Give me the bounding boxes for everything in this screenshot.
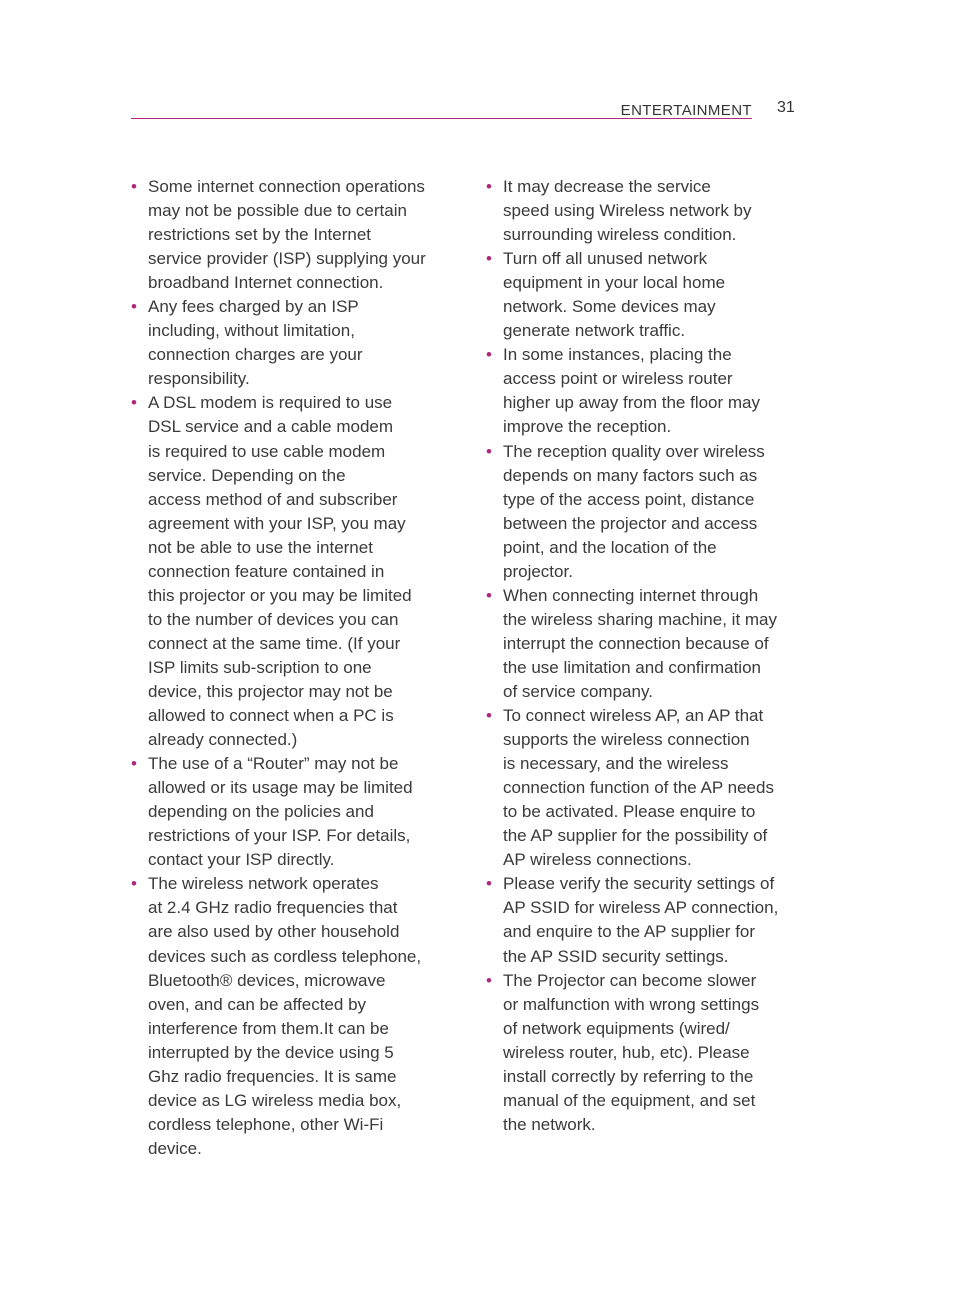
bullet-icon: • bbox=[486, 441, 492, 461]
bullet-item-line: device, this projector may not be bbox=[148, 681, 393, 701]
bullet-item-line: the wireless sharing machine, it may bbox=[503, 609, 778, 629]
bullet-item-line: may not be possible due to certain bbox=[148, 201, 407, 221]
bullet-item-line: AP wireless connections. bbox=[503, 850, 692, 870]
bullet-item-line: In some instances, placing the bbox=[503, 345, 732, 365]
bullet-item-line: at 2.4 GHz radio frequencies that bbox=[148, 898, 398, 918]
bullet-item bbox=[131, 175, 443, 295]
bullet-item-line: A DSL modem is required to use bbox=[148, 393, 393, 413]
bullet-item bbox=[131, 391, 443, 752]
bullet-item-line: manual of the equipment, and set bbox=[503, 1090, 756, 1110]
bullet-item-line: cordless telephone, other Wi-Fi bbox=[148, 1114, 384, 1134]
bullet-item-line: Please verify the security settings of bbox=[503, 874, 775, 894]
bullet-item-line: Some internet connection operations bbox=[148, 177, 425, 196]
bullet-item-line: service. Depending on the bbox=[148, 465, 346, 485]
bullet-icon: • bbox=[486, 249, 492, 269]
bullet-item-line: interrupted by the device using 5 bbox=[148, 1042, 394, 1062]
bullet-item bbox=[486, 969, 798, 1137]
bullet-item-line: ISP limits sub-scription to one bbox=[148, 657, 372, 677]
bullet-item-line: agreement with your ISP, you may bbox=[148, 513, 406, 533]
bullet-icon: • bbox=[486, 177, 492, 196]
bullet-item-line: not be able to use the internet bbox=[148, 537, 373, 557]
bullet-item-line: install correctly by referring to the bbox=[503, 1066, 754, 1086]
bullet-item-line: interference from them.It can be bbox=[148, 1018, 389, 1038]
bullet-item-line: allowed to connect when a PC is bbox=[148, 706, 394, 726]
bullet-item-line: device. bbox=[148, 1138, 202, 1158]
bullet-item-line: type of the access point, distance bbox=[503, 489, 755, 509]
bullet-item-line: connection feature contained in bbox=[148, 561, 385, 581]
bullet-item-line: Turn off all unused network bbox=[503, 249, 708, 269]
bullet-item bbox=[486, 440, 798, 584]
bullet-item-line: connect at the same time. (If your bbox=[148, 633, 401, 653]
bullet-item-line: service provider (ISP) supplying your bbox=[148, 249, 426, 269]
bullet-icon: • bbox=[486, 874, 492, 894]
bullet-item-line: network. Some devices may bbox=[503, 297, 716, 317]
bullet-item-line: Bluetooth® devices, microwave bbox=[148, 970, 386, 990]
bullet-item-line: depending on the policies and bbox=[148, 802, 374, 822]
bullet-item-line: The Projector can become slower bbox=[503, 970, 757, 990]
bullet-item bbox=[486, 175, 798, 247]
bullet-item-line: or malfunction with wrong settings bbox=[503, 994, 760, 1014]
bullet-item-line: generate network traffic. bbox=[503, 321, 686, 341]
bullet-item bbox=[486, 872, 798, 968]
bullet-item-line: speed using Wireless network by bbox=[503, 201, 752, 221]
bullet-icon: • bbox=[486, 706, 492, 726]
bullet-item-line: connection charges are your bbox=[148, 345, 363, 365]
bullet-item-line: and enquire to the AP supplier for bbox=[503, 922, 756, 942]
right-column bbox=[486, 175, 798, 1137]
bullet-item-line: higher up away from the floor may bbox=[503, 393, 761, 413]
bullet-item bbox=[486, 343, 798, 439]
bullet-item-line: contact your ISP directly. bbox=[148, 850, 335, 870]
bullet-item-line: interrupt the connection because of bbox=[503, 633, 769, 653]
bullet-item-line: point, and the location of the bbox=[503, 537, 717, 557]
bullet-icon: • bbox=[131, 874, 137, 894]
bullet-item-line: DSL service and a cable modem bbox=[148, 417, 394, 437]
bullet-item-line: connection function of the AP needs bbox=[503, 778, 774, 798]
bullet-icon: • bbox=[131, 754, 137, 774]
bullet-item-line: surrounding wireless condition. bbox=[503, 225, 737, 245]
bullet-item-line: When connecting internet through bbox=[503, 585, 759, 605]
bullet-icon: • bbox=[131, 393, 137, 413]
bullet-item-line: improve the reception. bbox=[503, 417, 672, 437]
bullet-item-line: this projector or you may be limited bbox=[148, 585, 412, 605]
bullet-item-line: the use limitation and confirmation bbox=[503, 657, 761, 677]
bullet-icon: • bbox=[131, 177, 137, 196]
bullet-item-line: to the number of devices you can bbox=[148, 609, 399, 629]
bullet-item-line: supports the wireless connection bbox=[503, 730, 750, 750]
bullet-item-line: to be activated. Please enquire to bbox=[503, 802, 756, 822]
bullet-icon: • bbox=[486, 345, 492, 365]
bullet-item bbox=[486, 584, 798, 704]
bullet-item-line: AP SSID for wireless AP connection, bbox=[503, 898, 779, 918]
bullet-item-line: including, without limitation, bbox=[148, 321, 355, 341]
bullet-item bbox=[131, 872, 443, 1161]
bullet-item-line: are also used by other household bbox=[148, 922, 400, 942]
bullet-item-line: responsibility. bbox=[148, 369, 250, 389]
bullet-item-line: The use of a “Router” may not be bbox=[148, 754, 399, 774]
bullet-item bbox=[486, 704, 798, 872]
bullet-item-line: depends on many factors such as bbox=[503, 465, 758, 485]
bullet-item-line: access method of and subscriber bbox=[148, 489, 398, 509]
bullet-item-line: wireless router, hub, etc). Please bbox=[503, 1042, 750, 1062]
bullet-item-line: device as LG wireless media box, bbox=[148, 1090, 402, 1110]
bullet-item bbox=[131, 295, 443, 391]
bullet-item-line: To connect wireless AP, an AP that bbox=[503, 706, 764, 726]
page-number: 31 bbox=[777, 99, 795, 116]
bullet-item-line: the AP SSID security settings. bbox=[503, 946, 729, 966]
bullet-item-line: allowed or its usage may be limited bbox=[148, 778, 413, 798]
bullet-item-line: already connected.) bbox=[148, 730, 298, 750]
bullet-item-line: The reception quality over wireless bbox=[503, 441, 765, 461]
bullet-item-line: restrictions of your ISP. For details, bbox=[148, 826, 411, 846]
bullet-item-line: access point or wireless router bbox=[503, 369, 733, 389]
bullet-item-line: restrictions set by the Internet bbox=[148, 225, 371, 245]
bullet-item-line: between the projector and access bbox=[503, 513, 758, 533]
bullet-item-line: devices such as cordless telephone, bbox=[148, 946, 422, 966]
bullet-icon: • bbox=[486, 970, 492, 990]
bullet-item-line: is necessary, and the wireless bbox=[503, 754, 729, 774]
bullet-item-line: of service company. bbox=[503, 681, 653, 701]
bullet-item-line: The wireless network operates bbox=[148, 874, 379, 894]
bullet-item-line: is required to use cable modem bbox=[148, 441, 386, 461]
bullet-item-line: the AP supplier for the possibility of bbox=[503, 826, 768, 846]
bullet-item-line: the network. bbox=[503, 1114, 596, 1134]
bullet-item-line: Any fees charged by an ISP bbox=[148, 297, 359, 317]
bullet-item-line: of network equipments (wired/ bbox=[503, 1018, 730, 1038]
bullet-icon: • bbox=[486, 585, 492, 605]
left-column bbox=[131, 175, 443, 1161]
bullet-item-line: oven, and can be affected by bbox=[148, 994, 367, 1014]
section-label: ENTERTAINMENT bbox=[620, 102, 752, 119]
bullet-icon: • bbox=[131, 297, 137, 317]
bullet-item-line: projector. bbox=[503, 561, 573, 581]
bullet-item-line: broadband Internet connection. bbox=[148, 273, 384, 293]
bullet-item bbox=[131, 752, 443, 872]
bullet-item bbox=[486, 247, 798, 343]
bullet-item-line: It may decrease the service bbox=[503, 177, 711, 196]
bullet-item-line: Ghz radio frequencies. It is same bbox=[148, 1066, 397, 1086]
bullet-item-line: equipment in your local home bbox=[503, 273, 726, 293]
